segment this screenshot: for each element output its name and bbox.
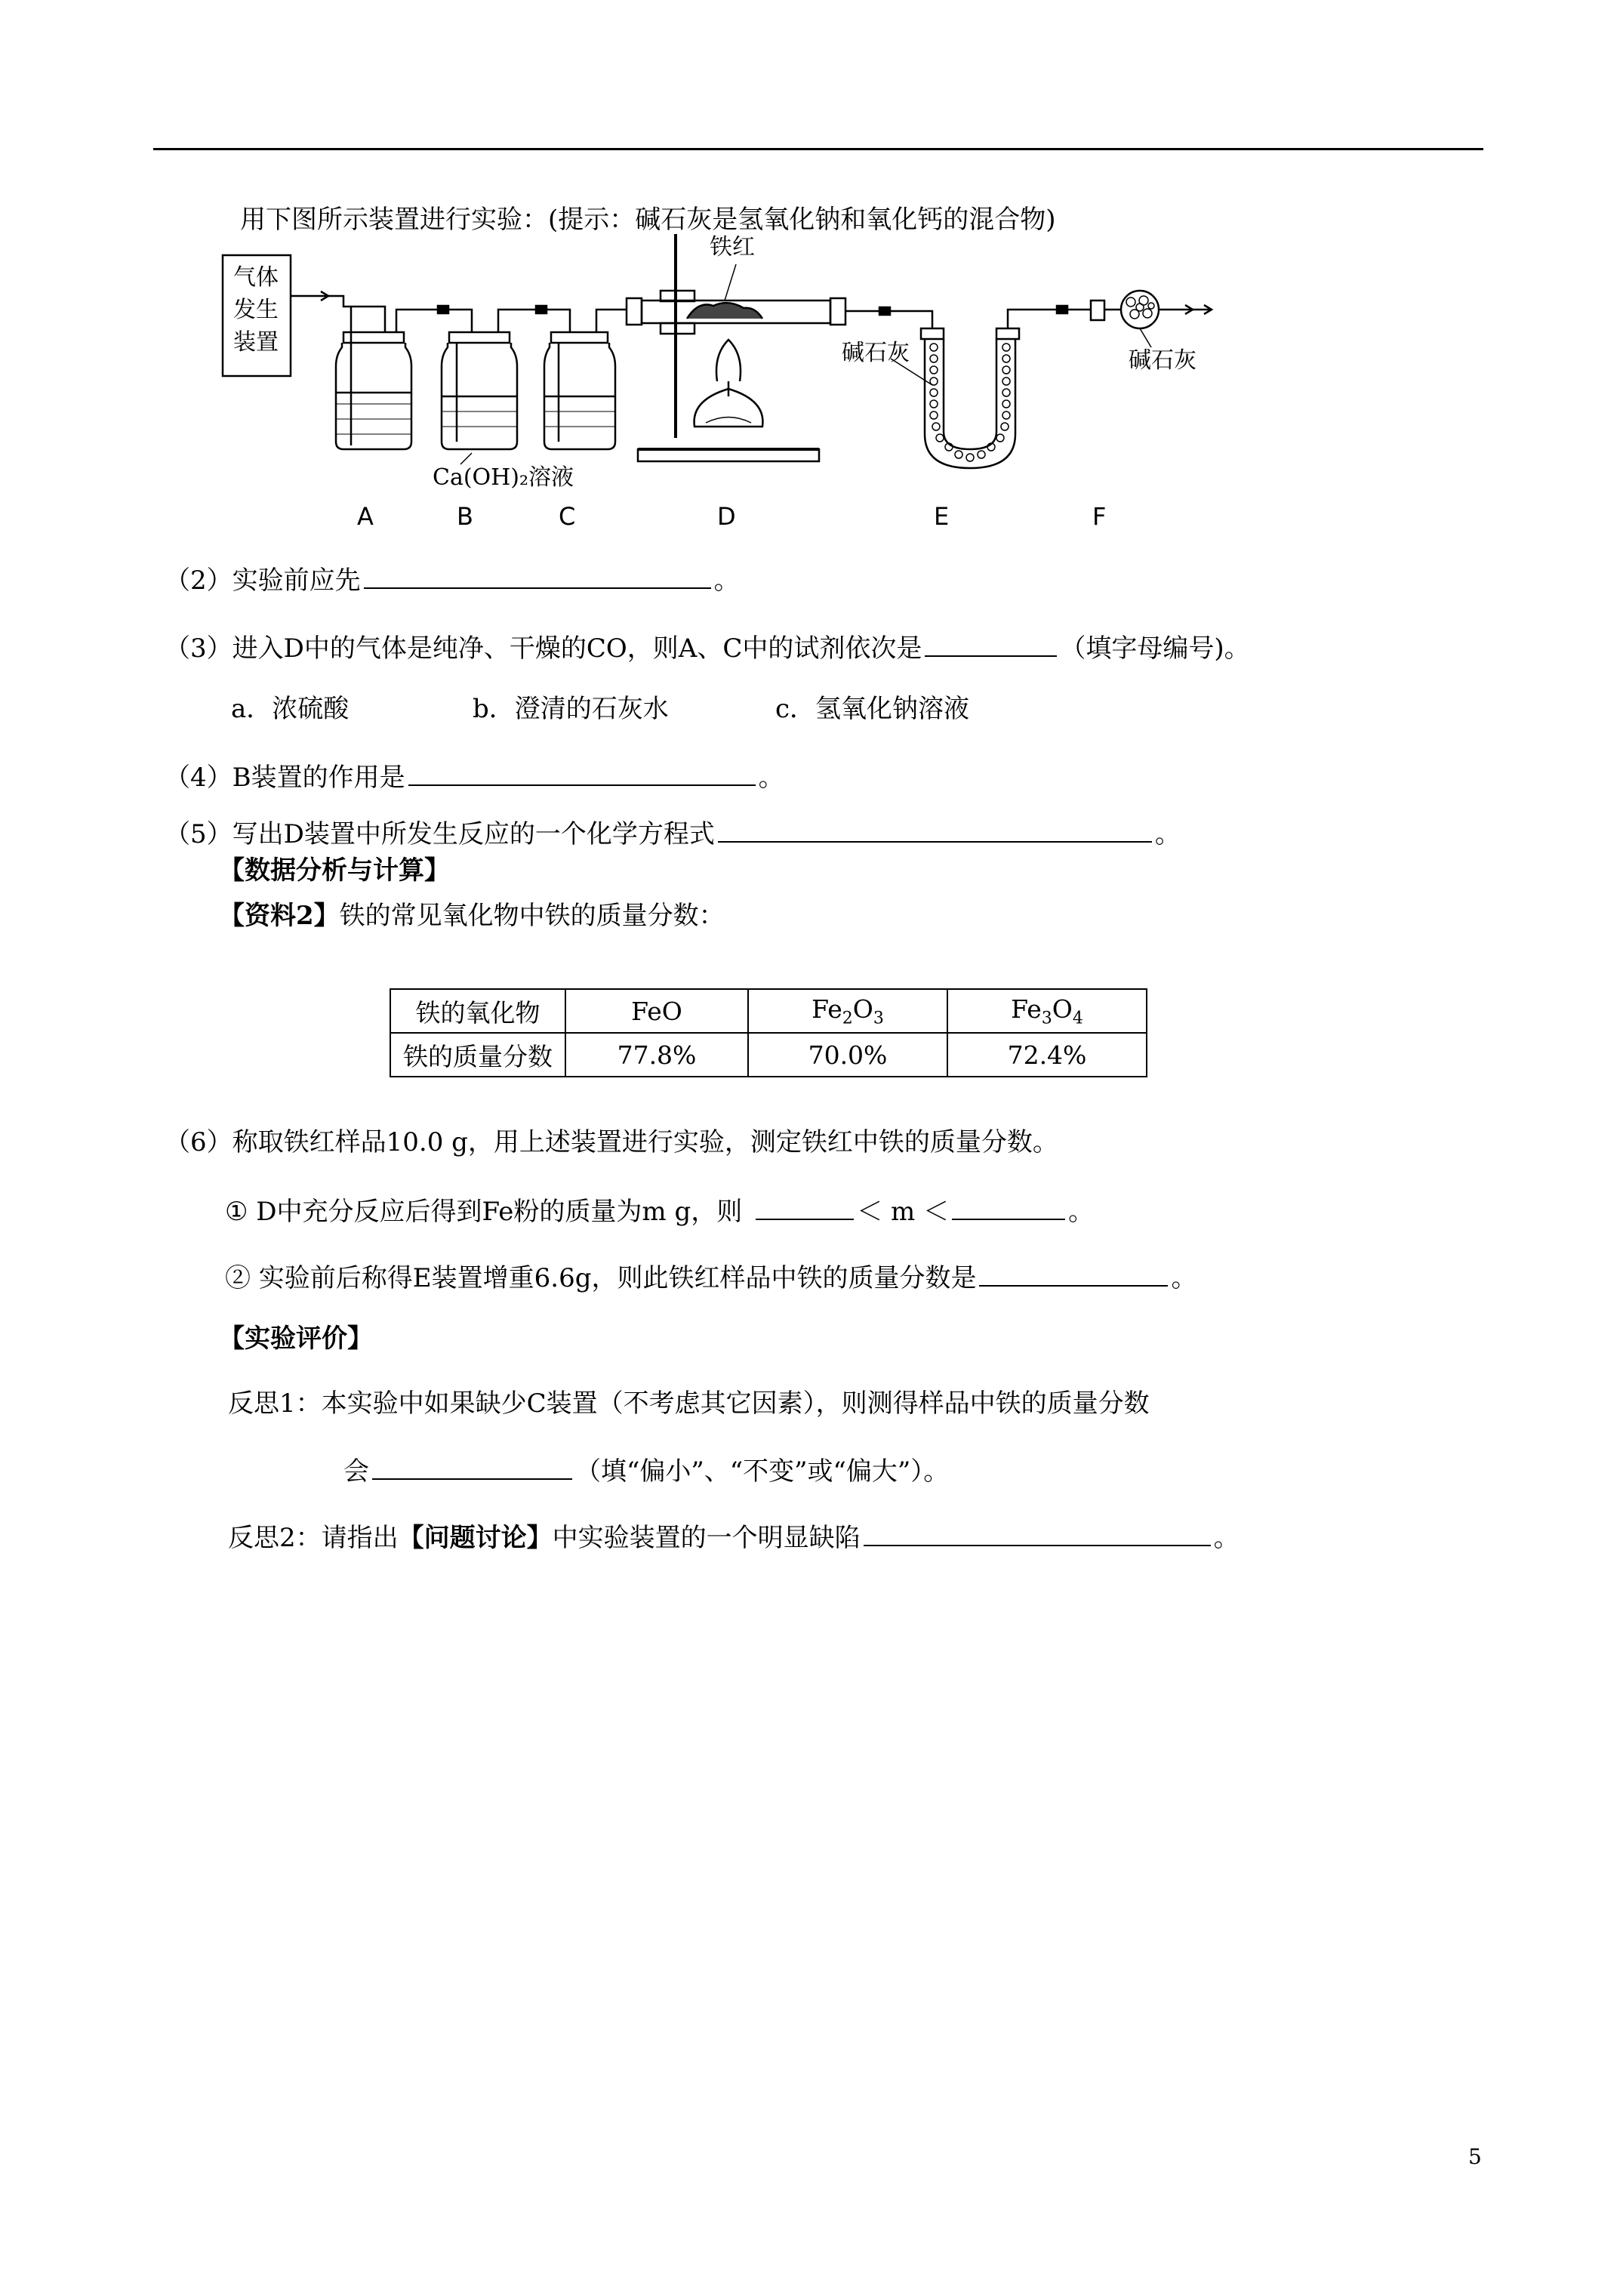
material-2 [219, 900, 725, 932]
question-2-blank[interactable] [364, 562, 711, 589]
question-6-2-end: 。 [1171, 1263, 1197, 1293]
section-evaluation: 【实验评价】 [219, 1324, 373, 1354]
table-header-oxide: 铁的氧化物 [390, 989, 565, 1033]
table-row [390, 989, 1147, 1033]
table-header-mass-fraction: 铁的质量分数 [390, 1033, 565, 1077]
reflection-2-prefix: 反思2：请指出 [228, 1523, 399, 1553]
fe2o3-o: O [852, 994, 873, 1024]
option-c: c．氢氧化钠溶液 [775, 694, 970, 724]
reflection-2-end: 。 [1213, 1523, 1240, 1553]
material-2-text: 铁的常见氧化物中铁的质量分数： [339, 901, 725, 931]
question-2 [165, 562, 740, 596]
question-3-blank[interactable] [925, 630, 1057, 657]
question-6-1-end: 。 [1068, 1197, 1095, 1227]
table-value-fe3o4: 72.4% [947, 1033, 1147, 1077]
reflection-2-blank[interactable] [864, 1519, 1211, 1546]
reflection-1-end: （填“偏小”、“不变”或“偏大”）。 [575, 1456, 950, 1487]
question-6-1-text: ① D中充分反应后得到Fe粉的质量为m g，则 [225, 1197, 743, 1227]
gas-generator-line-2: 发生 [233, 297, 279, 323]
question-6-1 [225, 1193, 1094, 1228]
question-6-1-mid: ＜ m ＜ [857, 1197, 950, 1227]
gas-generator-label [224, 261, 288, 359]
letter-f: F [1092, 502, 1107, 531]
reflection-2 [228, 1519, 1240, 1554]
fe3o4-fe: Fe [1011, 994, 1042, 1024]
reflection-2-bold: 【问题讨论】 [398, 1523, 553, 1553]
fe3o4-sub-3: 3 [1041, 1009, 1052, 1028]
question-6-1-blank-high[interactable] [952, 1193, 1065, 1220]
question-5-text: （5）写出D装置中所发生反应的一个化学方程式 [165, 819, 715, 849]
gas-generator-line-1: 气体 [233, 264, 279, 291]
question-5-blank[interactable] [718, 815, 1152, 843]
page-number: 5 [1468, 2144, 1482, 2169]
letter-a: A [357, 502, 374, 531]
table-cell-feo: FeO [565, 989, 748, 1033]
reflection-1: 反思1：本实验中如果缺少C装置（不考虑其它因素），则测得样品中铁的质量分数 [228, 1388, 1150, 1419]
material-2-title: 【资料2】 [219, 901, 340, 931]
question-6: （6）称取铁红样品10.0 g，用上述装置进行实验，测定铁红中铁的质量分数。 [165, 1127, 1058, 1157]
question-5 [165, 815, 1181, 850]
table-value-feo: 77.8% [565, 1033, 748, 1077]
question-6-2 [225, 1259, 1196, 1294]
fe3o4-sub-4: 4 [1072, 1009, 1083, 1028]
soda-lime-e-label: 碱石灰 [842, 340, 910, 366]
section-data-analysis: 【数据分析与计算】 [219, 855, 450, 886]
iron-red-label: 铁红 [710, 234, 755, 260]
letter-b: B [457, 502, 473, 531]
question-4-blank[interactable] [408, 759, 756, 786]
iron-oxide-table [390, 988, 1147, 1077]
table-value-fe2o3: 70.0% [748, 1033, 947, 1077]
question-3-text: （3）进入D中的气体是纯净、干燥的CO，则A、C中的试剂依次是 [165, 633, 922, 664]
gas-generator-line-3: 装置 [233, 329, 279, 356]
option-a: a．浓硫酸 [231, 694, 350, 724]
question-5-end: 。 [1154, 819, 1181, 849]
fe2o3-sub-3: 3 [873, 1009, 884, 1028]
question-6-2-text: ② 实验前后称得E装置增重6.6g，则此铁红样品中铁的质量分数是 [225, 1263, 977, 1293]
reflection-1-blank[interactable] [372, 1453, 572, 1480]
reflection-2-text: 中实验装置的一个明显缺陷 [552, 1523, 861, 1553]
fe2o3-sub-2: 2 [842, 1009, 853, 1028]
question-2-text: （2）实验前应先 [165, 566, 361, 596]
table-cell-fe3o4 [947, 989, 1147, 1033]
table-row [390, 1033, 1147, 1077]
question-4 [165, 759, 784, 794]
question-3-end: （填字母编号)。 [1060, 633, 1250, 664]
reflection-1-answer [343, 1453, 949, 1487]
fe2o3-fe: Fe [812, 994, 842, 1024]
apparatus-letters [0, 502, 1623, 532]
reflection-1-prefix: 会 [343, 1456, 369, 1487]
table-cell-fe2o3 [748, 989, 947, 1033]
header-rule [153, 148, 1483, 150]
question-4-text: （4）B装置的作用是 [165, 763, 405, 793]
caoh-solution-label: Ca(OH)₂溶液 [433, 464, 574, 491]
question-4-end: 。 [758, 763, 784, 793]
question-2-end: 。 [713, 566, 740, 596]
letter-d: D [717, 502, 736, 531]
question-6-1-blank-low[interactable] [756, 1193, 854, 1220]
question-3 [165, 630, 1250, 664]
fe3o4-o: O [1052, 994, 1073, 1024]
soda-lime-f-label: 碱石灰 [1129, 347, 1196, 374]
letter-e: E [934, 502, 950, 531]
question-6-2-blank[interactable] [979, 1259, 1168, 1287]
letter-c: C [559, 502, 576, 531]
intro-text: 用下图所示装置进行实验：(提示：碱石灰是氢氧化钠和氧化钙的混合物) [240, 205, 1056, 235]
option-b: b．澄清的石灰水 [473, 694, 669, 724]
